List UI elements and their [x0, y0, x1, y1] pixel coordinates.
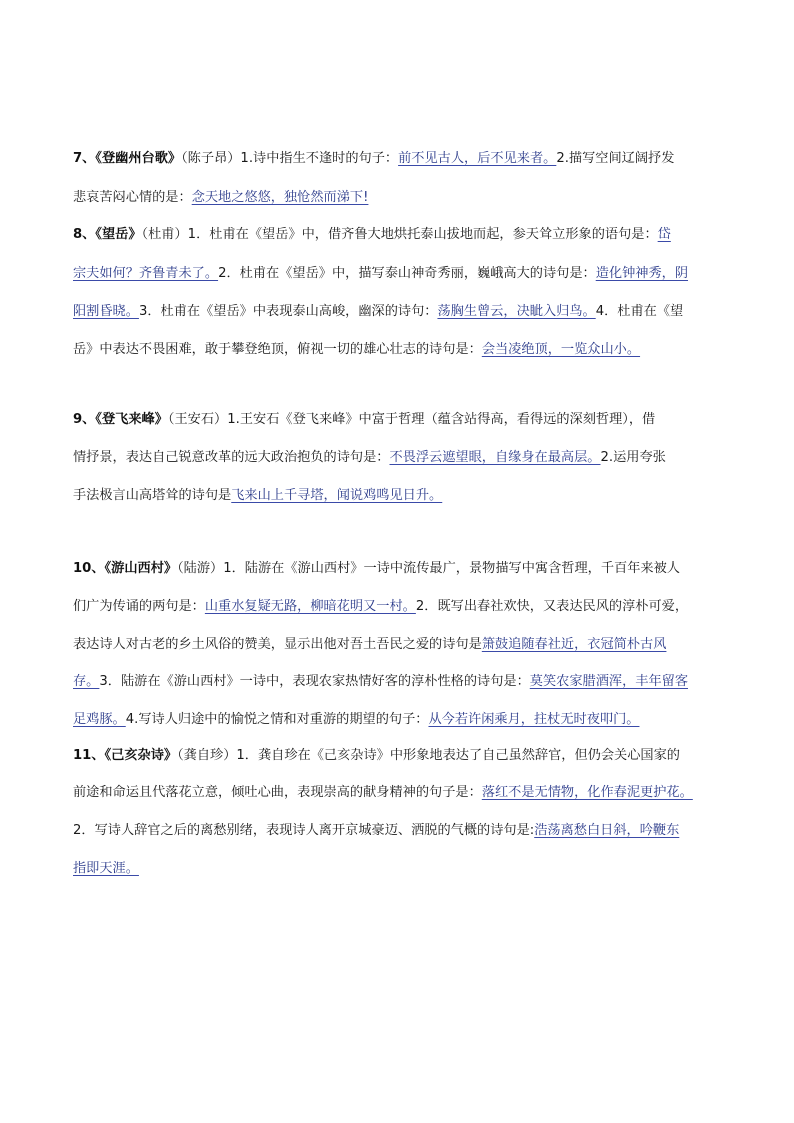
- item-8-title: 《望岳》: [95, 227, 142, 242]
- item-10-text: 表达诗人对古老的乡土风俗的赞美，显示出他对吾土吾民之爱的诗句是: [73, 637, 482, 652]
- item-11-line-1: [73, 747, 723, 764]
- item-7-answer: 前不见古人，后不见来者。: [398, 151, 557, 166]
- item-10-text: 4.写诗人归途中的愉悦之情和对重游的期望的句子：: [125, 712, 429, 727]
- item-11-line-3: [73, 822, 723, 839]
- item-8-line-3: [73, 303, 723, 320]
- item-7-line-1: [73, 150, 723, 167]
- item-9-text: 手法极言山高塔耸的诗句是: [73, 488, 232, 503]
- item-11-number: 11、: [73, 748, 105, 763]
- item-8-text: 3．杜甫在《望岳》中表现泰山高峻，幽深的诗句：: [138, 304, 438, 319]
- item-11-text: （龚自珍）1．龚自珍在《己亥杂诗》中形象地表达了自己虽然辞官，但仍会关心国家的: [177, 748, 680, 763]
- item-8-answer: 荡胸生曾云，决眦入归鸟。: [437, 304, 596, 319]
- item-9-number: 9、: [73, 412, 96, 427]
- item-9-line-3: [73, 487, 723, 504]
- item-10-text: （陆游）1．陆游在《游山西村》一诗中流传最广，景物描写中寓含哲理，千百年来被人: [177, 561, 680, 576]
- item-9-text: 2.运用夸张: [600, 450, 666, 465]
- item-8-number: 8、: [73, 227, 96, 242]
- item-9-answer: 飞来山上千寻塔，闻说鸡鸣见日升。: [231, 488, 443, 503]
- item-10-answer: 足鸡豚。: [73, 712, 126, 727]
- item-10-line-1: [73, 560, 723, 577]
- item-8-line-2: [73, 265, 723, 282]
- item-11-answer: 指即天涯。: [73, 861, 139, 876]
- item-8-text: 2．杜甫在《望岳》中，描写泰山神奇秀丽，巍峨高大的诗句是：: [218, 266, 596, 281]
- item-11-answer: 落红不是无情物，化作春泥更护花。: [481, 785, 693, 800]
- item-10-text: 3．陆游在《游山西村》一诗中，表现农家热情好客的淳朴性格的诗句是：: [99, 674, 530, 689]
- item-11-answer: 浩荡离愁白日斜，吟鞭东: [534, 823, 680, 838]
- item-10-answer: 莫笑农家腊酒浑，丰年留客: [529, 674, 689, 689]
- item-10-line-4: [73, 673, 723, 690]
- item-8-line-1: [73, 226, 723, 243]
- item-7-text: 悲哀苦闷心情的是：: [73, 190, 192, 205]
- item-7-text: （陈子昂）1.诗中指生不逢时的句子：: [181, 151, 399, 166]
- item-11-text: 前途和命运且代落花立意，倾吐心曲，表现崇高的献身精神的句子是：: [73, 785, 482, 800]
- item-9-title: 《登飞来峰》: [95, 412, 168, 427]
- item-10-answer: 存。: [73, 674, 100, 689]
- item-11-title: 《己亥杂诗》: [104, 748, 178, 763]
- item-7-answer: 念天地之悠悠，独怆然而涕下!: [191, 190, 369, 205]
- item-10-answer: 从今若许闲乘月，拄杖无时夜叩门。: [428, 712, 640, 727]
- item-9-answer: 不畏浮云遮望眼，自缘身在最高层。: [389, 450, 601, 465]
- document-body: [73, 145, 723, 877]
- item-7-line-2: [73, 189, 723, 206]
- item-11-line-2: [73, 784, 723, 801]
- item-11-line-4: [73, 860, 723, 877]
- item-9-line-2: [73, 449, 723, 466]
- item-8-answer: 阳割昏晓。: [73, 304, 139, 319]
- item-9-text: 情抒景，表达自己锐意改革的远大政治抱负的诗句是：: [73, 450, 390, 465]
- item-10-text: 们广为传诵的两句是：: [73, 599, 205, 614]
- item-10-text: 2．既写出春社欢快，又表达民风的淳朴可爱，: [415, 599, 689, 614]
- item-8-answer: 会当凌绝顶，一览众山小。: [481, 342, 641, 357]
- item-11-text: 2．写诗人辞官之后的离愁别绪，表现诗人离开京城豪迈、洒脱的气概的诗句是:: [73, 823, 535, 838]
- item-10-title: 《游山西村》: [104, 561, 178, 576]
- item-7-title: 《登幽州台歌》: [95, 151, 182, 166]
- item-10-number: 10、: [73, 561, 105, 576]
- item-10-answer: 山重水复疑无路，柳暗花明又一村。: [204, 599, 416, 614]
- item-10-line-3: [73, 636, 723, 653]
- item-8-text: 4．杜甫在《望: [595, 304, 684, 319]
- item-10-line-2: [73, 598, 723, 615]
- item-9-text: （王安石）1.王安石《登飞来峰》中富于哲理（蕴含站得高，看得远的深刻哲理），借: [167, 412, 656, 427]
- item-8-answer: 造化钟神秀，阴: [595, 266, 689, 281]
- item-7-number: 7、: [73, 151, 96, 166]
- item-8-line-4: [73, 341, 723, 358]
- item-8-answer: 岱: [657, 227, 671, 242]
- item-8-answer: 宗夫如何？齐鲁青未了。: [73, 266, 219, 281]
- item-10-answer: 箫鼓追随春社近，衣冠简朴古风: [481, 637, 667, 652]
- item-7-text: 2.描写空间辽阔抒发: [556, 151, 675, 166]
- item-8-text: 岳》中表达不畏困难，敢于攀登绝顶，俯视一切的雄心壮志的诗句是：: [73, 342, 482, 357]
- item-10-line-5: [73, 711, 723, 728]
- item-9-line-1: [73, 411, 723, 428]
- item-8-text: （杜甫）1．杜甫在《望岳》中，借齐鲁大地烘托泰山拔地而起，参天耸立形象的语句是：: [141, 227, 658, 242]
